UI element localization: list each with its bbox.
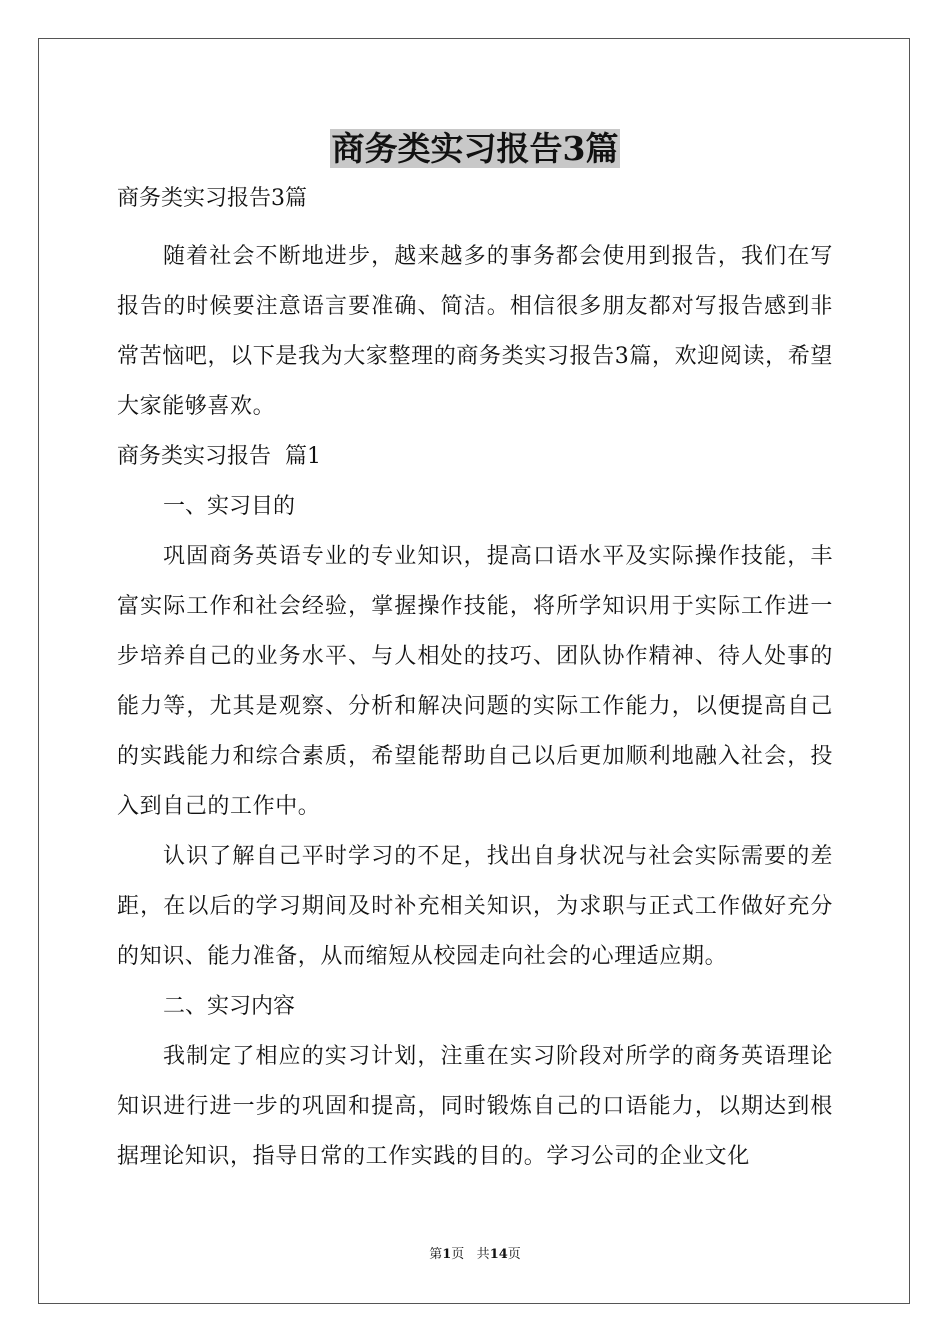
body-paragraph: 认识了解自己平时学习的不足，找出自身状况与社会实际需要的差距，在以后的学习期间及时补充相关知识，为求职与正式工作做好充分的知识、能力准备，从而缩短从校园走向社会的心理适应期。 — [117, 844, 833, 969]
footer-total-prefix: 共 — [476, 1247, 490, 1262]
total-pages: 14 — [489, 1247, 508, 1262]
body-paragraph: 我制定了相应的实习计划，注重在实习阶段对所学的商务英语理论知识进行进一步的巩固和提高，同时锻炼自己的口语能力，以期达到根据理论知识，指导日常的工作实践的目的。学习公司的企业文化 — [117, 1044, 833, 1169]
document-body — [117, 174, 833, 1182]
page-number: 1 — [442, 1247, 452, 1262]
section-heading-content: 二、实习内容 — [163, 994, 296, 1019]
document-title: 商务类实习报告3篇 — [331, 129, 619, 168]
footer-prefix: 第 — [429, 1247, 443, 1262]
section-heading-purpose: 一、实习目的 — [163, 494, 296, 519]
footer-page-unit: 页 — [451, 1247, 465, 1262]
body-paragraph: 巩固商务英语专业的专业知识，提高口语水平及实际操作技能，丰富实际工作和社会经验，掌握操作技能，将所学知识用于实际工作进一步培养自己的业务水平、与人相处的技巧、团队协作精神、待人处事的能力等，尤其是观察、分析和解决问题的实际工作能力，以便提高自己的实践能力和综合素质，希望能帮助自己以后更加顺利地融入社会，投入到自己的工作中。 — [117, 544, 833, 819]
intro-paragraph: 随着社会不断地进步，越来越多的事务都会使用到报告，我们在写报告的时候要注意语言要准确、简洁。相信很多朋友都对写报告感到非常苦恼吧，以下是我为大家整理的商务类实习报告3篇，欢迎阅读，希望大家能够喜欢。 — [117, 244, 833, 419]
document-subtitle: 商务类实习报告3篇 — [117, 186, 307, 211]
footer-total-unit: 页 — [507, 1247, 521, 1262]
section-title: 商务类实习报告 篇1 — [117, 444, 321, 469]
page-footer — [0, 1246, 950, 1264]
